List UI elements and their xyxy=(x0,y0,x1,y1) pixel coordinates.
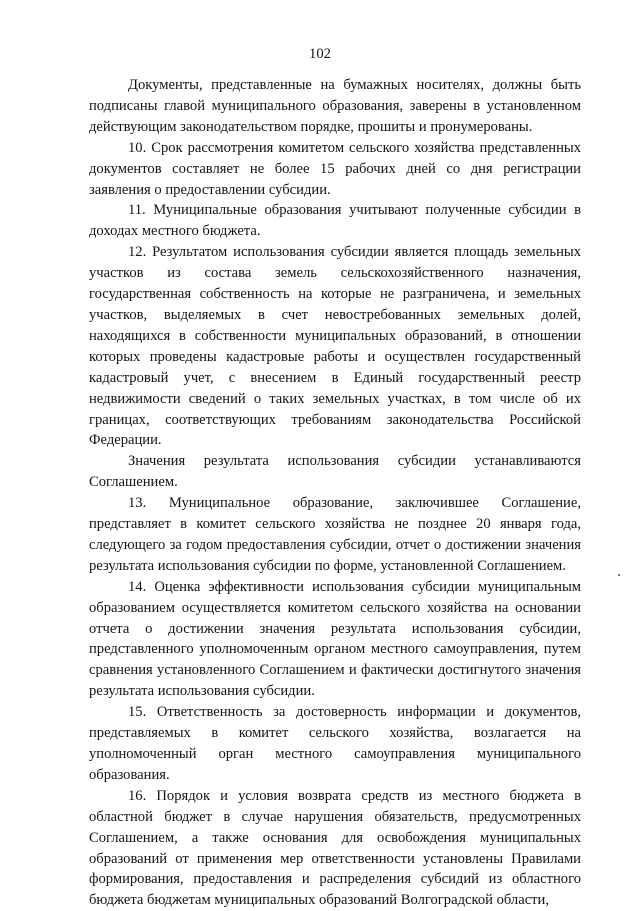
paragraph-12-result: 12. Результатом использования субсидии является площадь земельных участков из состава земель сельскохозяйственного назначения, государственная собственность на которые не разграничена, и земельных участков, выделяемых в счет невостребованных земельных долей, находящихся в собственности муниципальных образований, в отношении которых проведены кадастровые работы и осуществлен государственный кадастровый учет, с внесением в Единый государственный реестр недвижимости сведений о таких земельных участках, в том числе об их границах, соответствующих требованиям законодательства Российской Федерации. xyxy=(89,244,581,449)
paragraph-11-income: 11. Муниципальные образования учитывают полученные субсидии в доходах местного бюджета. xyxy=(89,202,581,240)
scan-speck xyxy=(618,574,620,576)
document-body xyxy=(89,75,581,911)
paragraph-10-review-period: 10. Срок рассмотрения комитетом сельского хозяйства представленных документов составляет не более 15 рабочих дней со дня регистрации заявления о предоставлении субсидии. xyxy=(89,139,581,198)
paragraph-15-responsibility: 15. Ответственность за достоверность информации и документов, представляемых в комитет сельского хозяйства, возлагается на уполномоченный орган местного самоуправления муниципального образования. xyxy=(89,704,581,783)
paragraph-result-values: Значения результата использования субсидии устанавливаются Соглашением. xyxy=(89,453,581,491)
paragraph-13-report: 13. Муниципальное образование, заключившее Соглашение, представляет в комитет сельского хозяйства не позднее 20 января года, следующего за годом предоставления субсидии, отчет о достижении значения результата использования субсидии по форме, установленной Соглашением. xyxy=(89,495,581,574)
paragraph-16-refund: 16. Порядок и условия возврата средств из местного бюджета в областной бюджет в случае нарушения обязательств, предусмотренных Соглашением, а также основания для освобождения муниципальных образований от применения мер ответственности установлены Правилами формирования, предоставления и распределения субсидий из областного бюджета бюджетам муниципальных образований Волгоградской области, xyxy=(89,787,581,909)
page-number: 102 xyxy=(309,46,331,62)
paragraph-documents-signing: Документы, представленные на бумажных носителях, должны быть подписаны главой муниципального образования, заверены в установленном действующим законодательством порядке, прошиты и пронумерованы. xyxy=(89,77,581,135)
paragraph-14-efficiency: 14. Оценка эффективности использования субсидии муниципальным образованием осуществляется комитетом сельского хозяйства на основании отчета о достижении значения результата использования субсидии, представленного уполномоченным органом местного самоуправления, путем сравнения установленного Соглашением и фактически достигнутого значения результата использования субсидии. xyxy=(89,578,581,700)
